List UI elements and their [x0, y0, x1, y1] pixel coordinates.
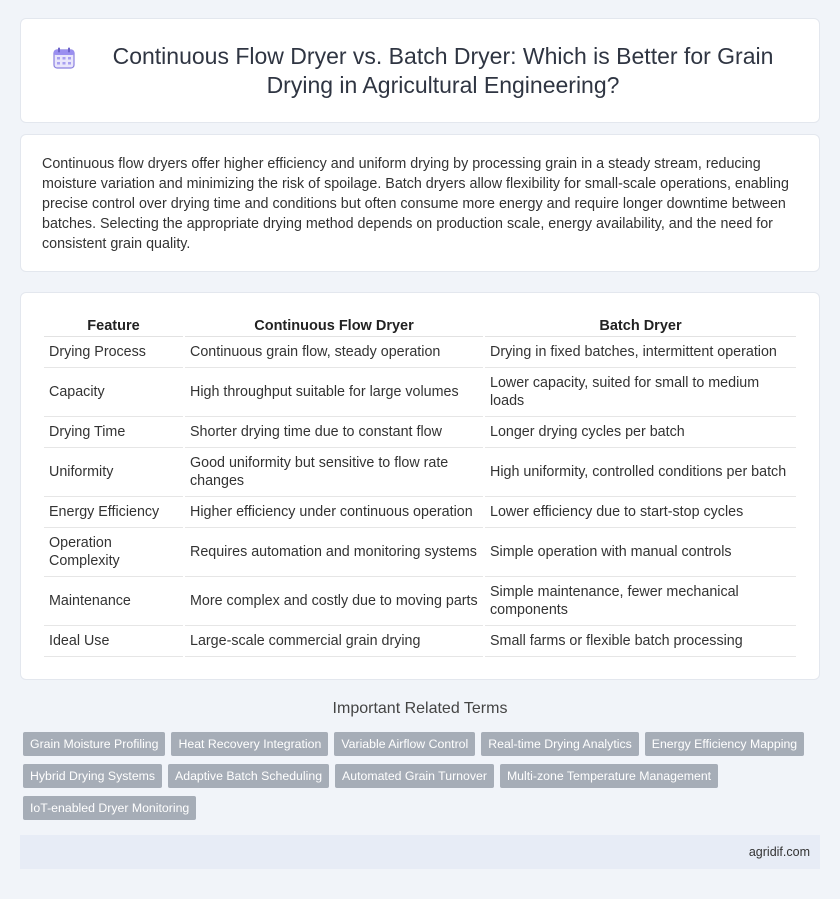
header-feature: Feature	[44, 315, 183, 337]
related-term-tag[interactable]: Grain Moisture Profiling	[23, 732, 165, 756]
comparison-table-card	[20, 292, 820, 680]
related-term-tag[interactable]: Hybrid Drying Systems	[23, 764, 162, 788]
footer-site-link[interactable]: agridif.com	[748, 845, 810, 859]
table-cell-feature: Capacity	[44, 368, 183, 417]
table-cell-batch: Lower capacity, suited for small to medium loads	[485, 368, 796, 417]
table-cell-continuous: Good uniformity but sensitive to flow rate changes	[185, 448, 483, 497]
table-cell-batch: Small farms or flexible batch processing	[485, 626, 796, 657]
table-row	[44, 497, 796, 528]
footer	[20, 835, 820, 869]
table-cell-continuous: Continuous grain flow, steady operation	[185, 337, 483, 368]
related-term-tag[interactable]: IoT-enabled Dryer Monitoring	[23, 796, 196, 820]
header-card	[20, 18, 820, 123]
related-term-tag[interactable]: Energy Efficiency Mapping	[645, 732, 804, 756]
table-cell-continuous: Requires automation and monitoring systems	[185, 528, 483, 577]
table-cell-batch: High uniformity, controlled conditions per batch	[485, 448, 796, 497]
table-row	[44, 448, 796, 497]
related-term-tag[interactable]: Automated Grain Turnover	[335, 764, 494, 788]
related-terms-list	[23, 732, 823, 828]
table-cell-feature: Energy Efficiency	[44, 497, 183, 528]
table-cell-continuous: Large-scale commercial grain drying	[185, 626, 483, 657]
table-cell-batch: Simple operation with manual controls	[485, 528, 796, 577]
table-cell-feature: Ideal Use	[44, 626, 183, 657]
table-cell-continuous: Shorter drying time due to constant flow	[185, 417, 483, 448]
table-cell-feature: Operation Complexity	[44, 528, 183, 577]
calendar-icon	[52, 46, 76, 70]
table-cell-feature: Uniformity	[44, 448, 183, 497]
table-row	[44, 337, 796, 368]
summary-text: Continuous flow dryers offer higher efficiency and uniform drying by processing grain in a steady stream, reducing moisture variation and minimizing the risk of spoilage. Batch dryers allow flexibility for small-scale operations, enabling precise control over drying time and conditions but often consume more energy and require longer downtime between batches. Selecting the appropriate drying method depends on production scale, energy availability, and the need for consistent grain quality.	[42, 156, 789, 252]
related-term-tag[interactable]: Heat Recovery Integration	[171, 732, 328, 756]
table-cell-feature: Maintenance	[44, 577, 183, 626]
page-title: Continuous Flow Dryer vs. Batch Dryer: Which is Better for Grain Drying in Agricultural Engineering?	[112, 42, 774, 98]
related-term-tag[interactable]: Adaptive Batch Scheduling	[168, 764, 329, 788]
table-header-row	[44, 315, 796, 337]
table-cell-feature: Drying Process	[44, 337, 183, 368]
related-term-tag[interactable]: Multi-zone Temperature Management	[500, 764, 718, 788]
table-row	[44, 417, 796, 448]
header-batch-dryer: Batch Dryer	[485, 315, 796, 337]
related-terms-title: Important Related Terms	[332, 700, 508, 717]
table-row	[44, 368, 796, 417]
table-cell-continuous: High throughput suitable for large volumes	[185, 368, 483, 417]
table-cell-batch: Drying in fixed batches, intermittent operation	[485, 337, 796, 368]
related-term-tag[interactable]: Variable Airflow Control	[334, 732, 475, 756]
table-row	[44, 577, 796, 626]
table-cell-batch: Longer drying cycles per batch	[485, 417, 796, 448]
table-cell-continuous: More complex and costly due to moving parts	[185, 577, 483, 626]
table-cell-batch: Lower efficiency due to start-stop cycles	[485, 497, 796, 528]
table-cell-continuous: Higher efficiency under continuous operation	[185, 497, 483, 528]
table-cell-batch: Simple maintenance, fewer mechanical components	[485, 577, 796, 626]
related-term-tag[interactable]: Real-time Drying Analytics	[481, 732, 639, 756]
table-row	[44, 528, 796, 577]
summary-card	[20, 134, 820, 272]
comparison-table	[42, 315, 798, 657]
table-row	[44, 626, 796, 657]
header-continuous-flow-dryer: Continuous Flow Dryer	[185, 315, 483, 337]
table-cell-feature: Drying Time	[44, 417, 183, 448]
